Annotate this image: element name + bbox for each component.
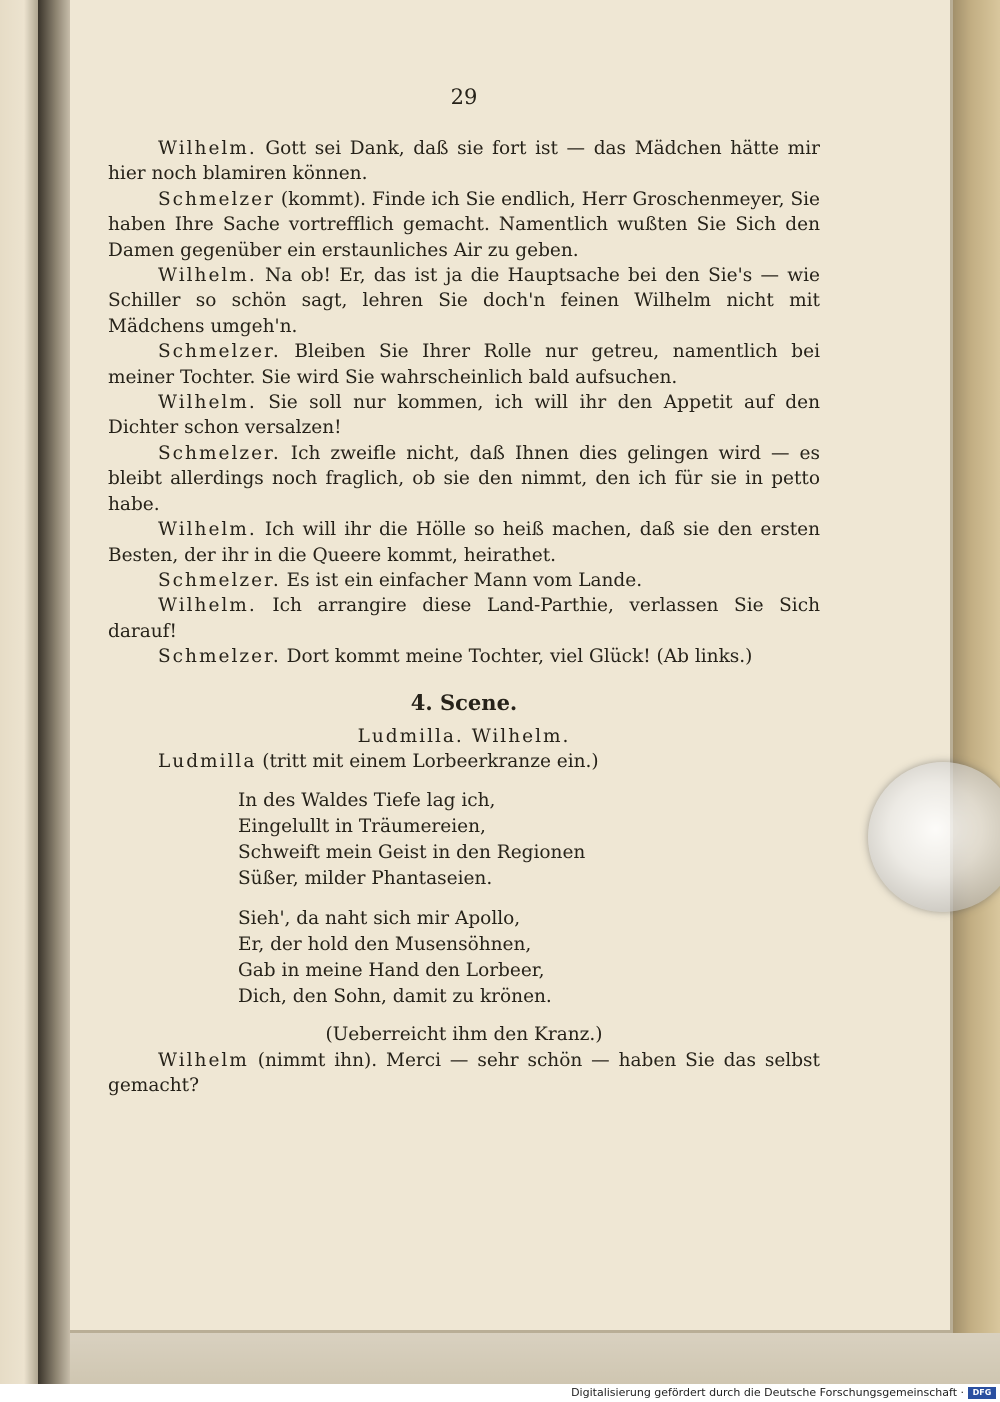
dialogue-paragraph bbox=[108, 136, 820, 187]
stage-direction: (Ueberreicht ihm den Kranz.) bbox=[325, 1024, 603, 1046]
speaker-name: Schmelzer. bbox=[158, 569, 281, 591]
verse-line: Dich, den Sohn, damit zu krönen. bbox=[238, 986, 552, 1008]
speaker-name: Wilhelm. bbox=[158, 392, 257, 414]
verse-line: Eingelullt in Träumereien, bbox=[238, 816, 486, 838]
dialogue-paragraph bbox=[108, 390, 820, 441]
speaker-name: Ludmilla bbox=[158, 750, 257, 772]
speaker-name: Schmelzer. bbox=[158, 646, 281, 668]
speaker-name: Wilhelm. bbox=[158, 138, 257, 159]
dialogue-paragraph bbox=[108, 1048, 820, 1099]
dialogue-paragraph bbox=[108, 187, 820, 263]
speaker-name: Schmelzer bbox=[158, 188, 275, 210]
page-number: 29 bbox=[450, 85, 478, 109]
dialogue-paragraph bbox=[108, 441, 820, 517]
dialogue-text: Bleiben Sie Ihrer Rolle nur getreu, namentlich bei meiner Tochter. Sie wird Sie wahrscheinlich bald aufsuchen. bbox=[108, 341, 820, 388]
dialogue-paragraph bbox=[108, 593, 820, 644]
speaker-name: Wilhelm. bbox=[158, 519, 257, 541]
verse-line: Schweift mein Geist in den Regionen bbox=[238, 842, 586, 864]
verse-line: In des Waldes Tiefe lag ich, bbox=[238, 790, 496, 812]
dialogue-text: Ich arrangire diese Land-Parthie, verlassen Sie Sich darauf! bbox=[108, 595, 820, 642]
verse-stanza bbox=[238, 788, 820, 892]
dialogue-text: Sie soll nur kommen, ich will ihr den Appetit auf den Dichter schon versalzen! bbox=[108, 392, 820, 439]
dialogue-text: (nimmt ihn). Merci — sehr schön — haben Sie das selbst gemacht? bbox=[108, 1049, 820, 1097]
dialogue-text: Es ist ein einfacher Mann vom Lande. bbox=[286, 569, 643, 591]
dialogue-text: (kommt). Finde ich Sie endlich, Herr Groschenmeyer, Sie haben Ihre Sache vortrefflich gemacht. Namentlich wußten Sie Sich den Damen gegenüber ein erstaunliches Air zu geben. bbox=[108, 188, 820, 261]
verse-stanza bbox=[238, 906, 820, 1010]
book-edge bbox=[952, 0, 1000, 1384]
verse-line: Er, der hold den Musensöhnen, bbox=[238, 934, 532, 956]
speaker-name: Schmelzer. bbox=[158, 442, 281, 464]
footer-credit: Digitalisierung gefördert durch die Deutsche Forschungsgemeinschaft · bbox=[571, 1386, 964, 1399]
dialogue-paragraph bbox=[108, 517, 820, 568]
speaker-name: Schmelzer. bbox=[158, 341, 281, 363]
dialogue-paragraph bbox=[108, 339, 820, 390]
dialogue-paragraph bbox=[108, 568, 820, 593]
verse-line: Süßer, milder Phantaseien. bbox=[238, 868, 493, 890]
page-text bbox=[108, 82, 820, 1099]
dialogue-paragraph bbox=[108, 644, 820, 669]
dialogue-text: Ich will ihr die Hölle so heiß machen, daß sie den ersten Besten, der ihr in die Queere kommt, heirathet. bbox=[108, 519, 820, 566]
speaker-name: Wilhelm bbox=[158, 1049, 249, 1071]
dialogue-paragraph bbox=[108, 263, 820, 339]
speaker-name: Wilhelm. bbox=[158, 595, 257, 617]
dfg-logo: DFG bbox=[968, 1387, 996, 1399]
dialogue-text: Na ob! Er, das ist ja die Hauptsache bei den Sie's — wie Schiller so schön sagt, lehren Sie doch'n feinen Wilhelm nicht mit Mädchens umgeh'n. bbox=[108, 265, 820, 337]
entry-paragraph bbox=[108, 749, 820, 774]
speaker-name: Wilhelm. bbox=[158, 265, 257, 287]
footer-bar bbox=[0, 1384, 1000, 1402]
dialogue-text: Dort kommt meine Tochter, viel Glück! (Ab links.) bbox=[286, 646, 753, 668]
scene-heading: 4. Scene. bbox=[410, 689, 518, 715]
scan-bottom bbox=[70, 1333, 1000, 1384]
facing-page-edge bbox=[0, 0, 40, 1384]
dialogue-text: Gott sei Dank, daß sie fort ist — das Mädchen hätte mir hier noch blamiren können. bbox=[108, 138, 820, 185]
verse-line: Sieh', da naht sich mir Apollo, bbox=[238, 908, 521, 930]
dialogue-text: Ich zweifle nicht, daß Ihnen dies gelingen wird — es bleibt allerdings noch fraglich, ob sie den nimmt, den ich für sie in petto habe. bbox=[108, 442, 820, 515]
stage-direction: (tritt mit einem Lorbeerkranze ein.) bbox=[262, 750, 599, 772]
verse-line: Gab in meine Hand den Lorbeer, bbox=[238, 960, 545, 982]
scene-characters: Ludmilla. Wilhelm. bbox=[357, 725, 571, 747]
